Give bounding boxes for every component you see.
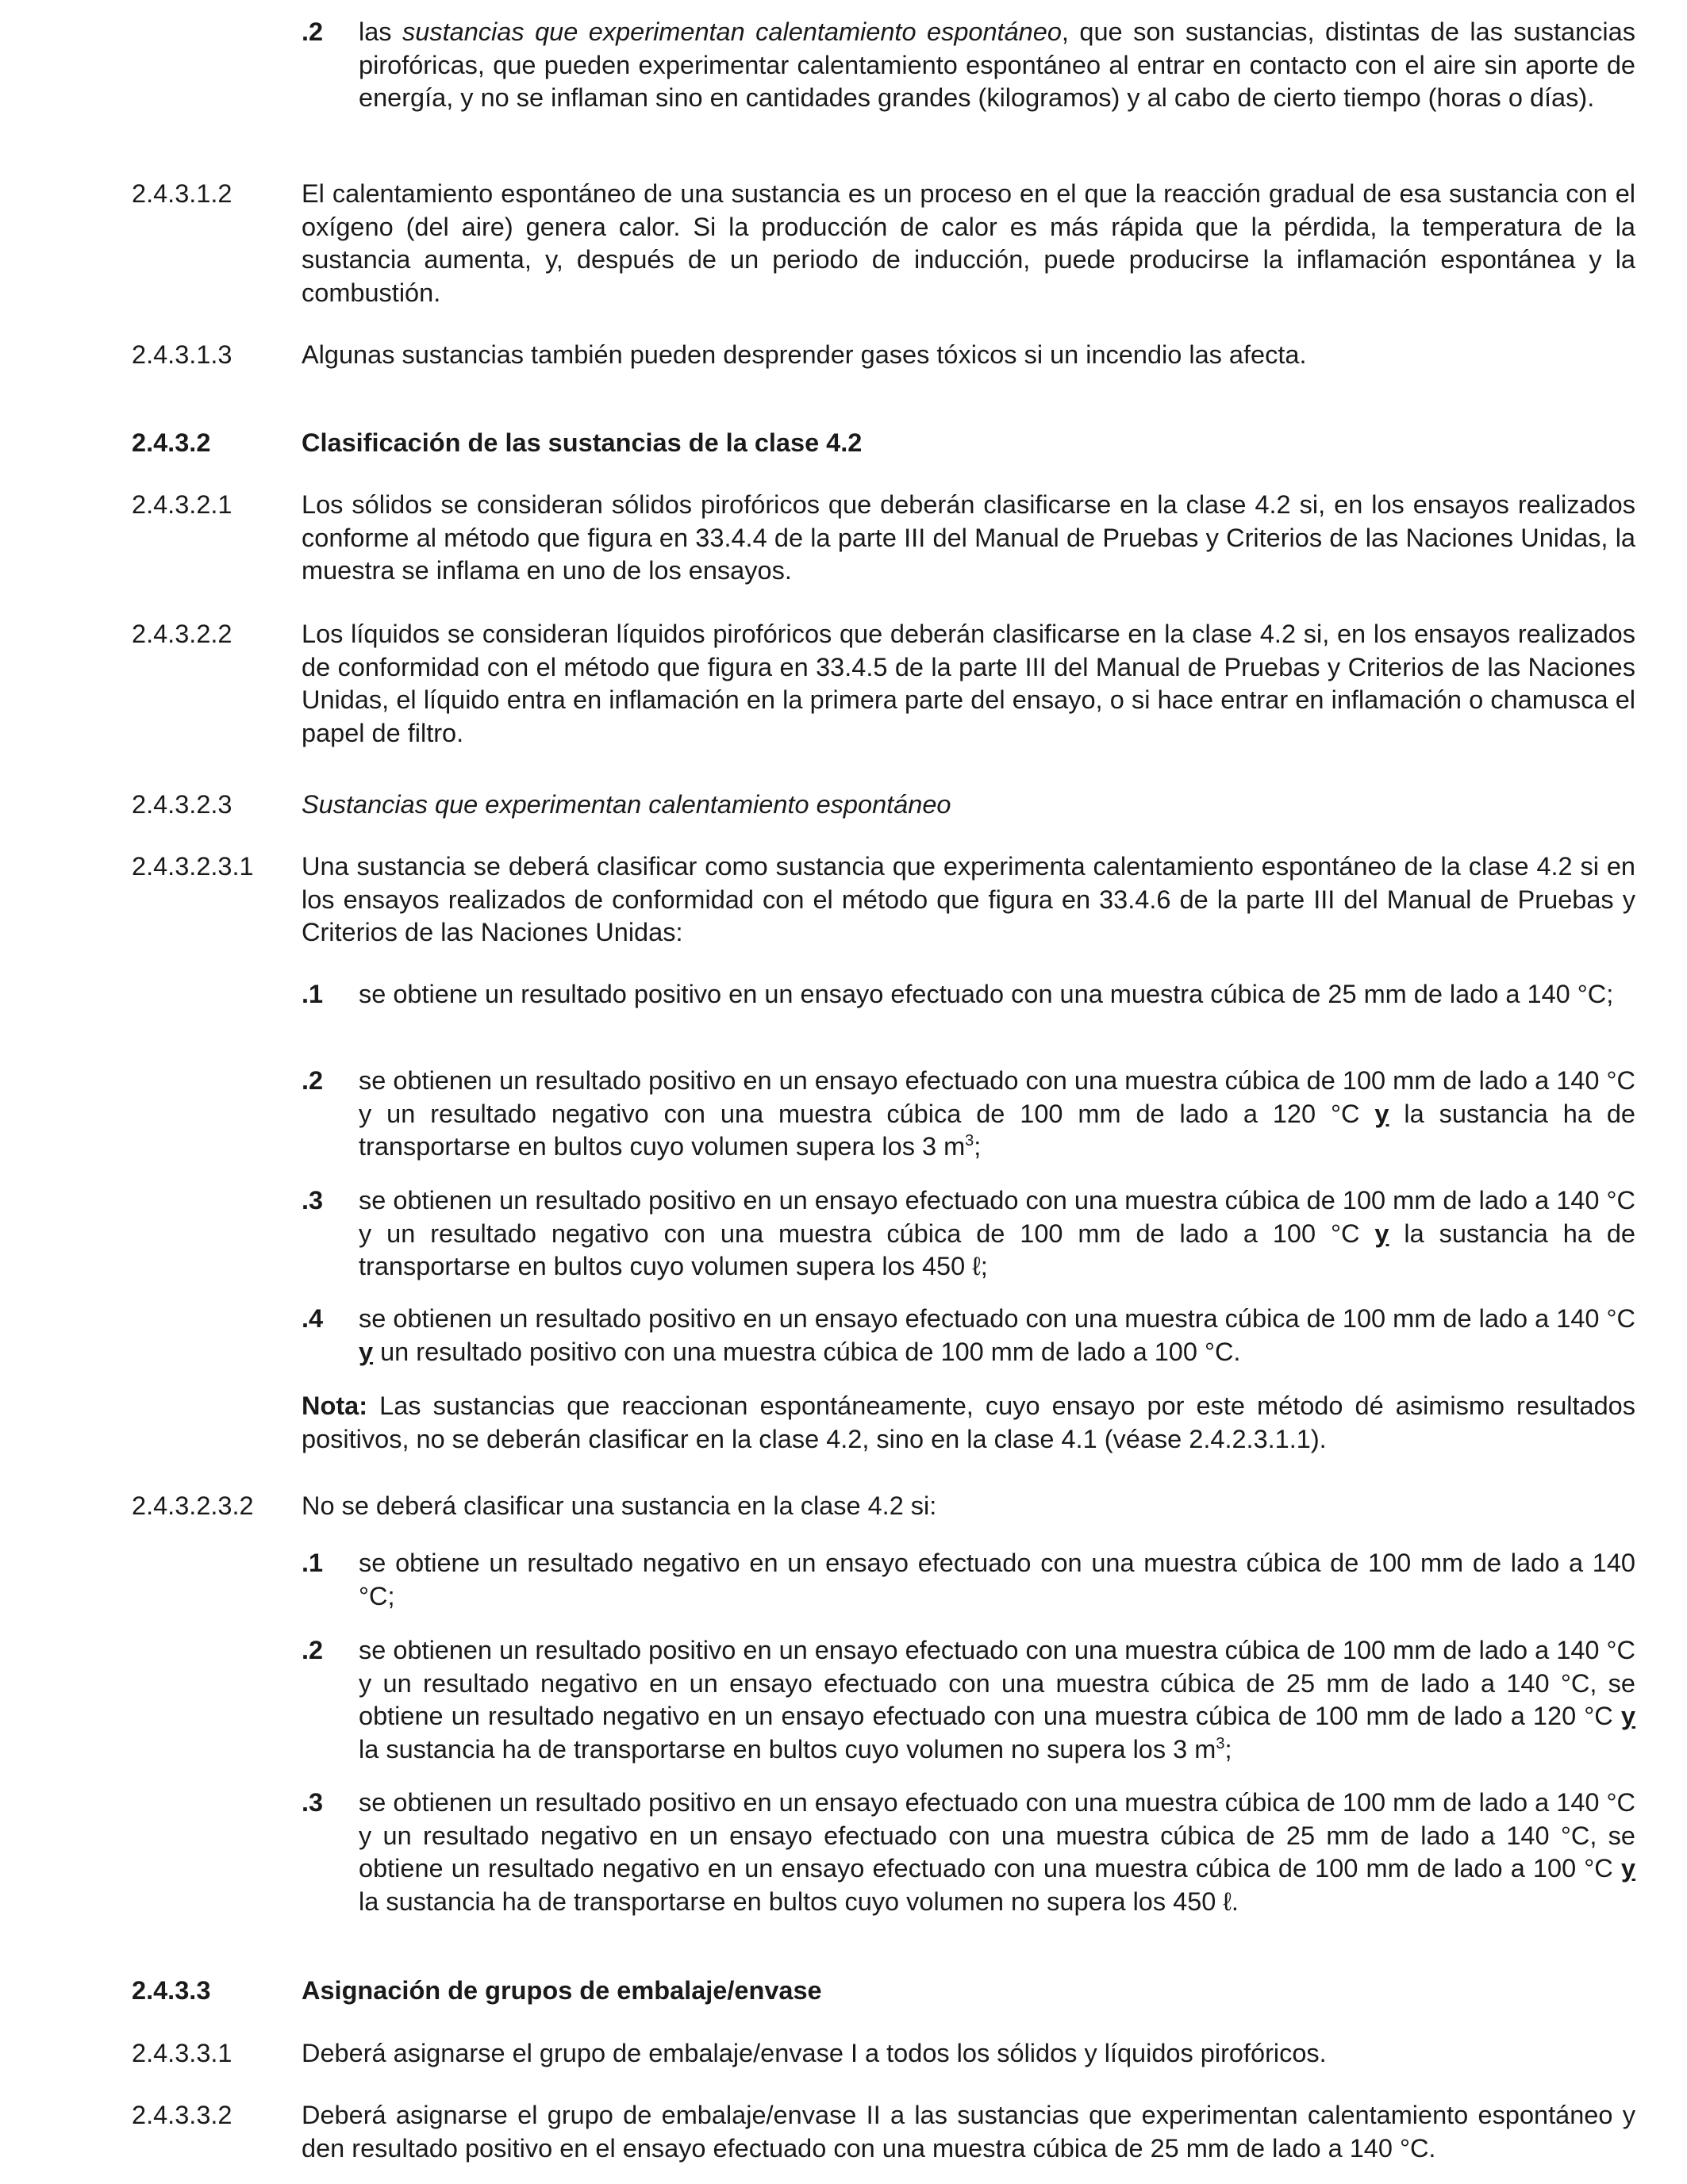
section-number: 2.4.3.3.2 [132,2101,232,2129]
section-text: Algunas sustancias también pueden desprender gases tóxicos si un incendio las afecta. [302,340,1307,369]
emphasis-y: y [1374,1219,1389,1248]
list-item-text: se obtienen un resultado positivo en un ensayo efectuado con una muestra cúbica de 100 mm de lado a 140 °C y un resultado negativo en un ensayo efectuado con una muestra cúbica de 25 mm de lado a 140 °C, se obtiene un resultado negativo en un ensayo efectuado con una muestra cúbica de 100 mm de lado a 120 °C y la sustancia ha de transportarse en bultos cuyo volumen no supera los 3 $m^3$; [359,1636,1635,1764]
section-text: No se deberá clasificar una sustancia en la clase 4.2 si: [302,1491,937,1520]
section-number: 2.4.3.2.2 [132,620,232,648]
superscript: 3 [1216,1734,1225,1752]
list-item-number: .1 [302,1549,324,1577]
section-number: 2.4.3.2.1 [132,490,232,519]
section-text: Deberá asignarse el grupo de embalaje/envase I a todos los sólidos y líquidos pirofóricos. [302,2039,1327,2067]
list-item-number: .2 [302,17,324,46]
section-number: 2.4.3.2.3 [132,790,232,819]
list-item-text: se obtienen un resultado positivo en un ensayo efectuado con una muestra cúbica de 100 mm de lado a 140 °C y un resultado negativo con una muestra cúbica de 100 mm de lado a 100 °C y la sustancia ha de transportarse en bultos cuyo volumen supera los 450 ℓ; [359,1186,1635,1280]
list-item-number: .3 [302,1788,324,1817]
section-text: Una sustancia se deberá clasificar como sustancia que experimenta calentamiento espontáneo de la clase 4.2 si en los ensayos realizados de conformidad con el método que figura en 33.4.6 de la parte III del Manual de Pruebas y Criterios de las Naciones Unidas: [302,852,1635,946]
emphasis-y: y [359,1337,374,1366]
section-heading: Asignación de grupos de embalaje/envase [302,1976,822,2005]
list-item-text: se obtiene un resultado positivo en un ensayo efectuado con una muestra cúbica de 25 mm de lado a 140 °C; [359,980,1614,1008]
note-text: Las sustancias que reaccionan espontáneamente, cuyo ensayo por este método dé asimismo resultados positivos, no se deberán clasificar en la clase 4.2, sino en la clase 4.1 (véase 2.4.2.3.1.1). [302,1391,1635,1453]
section-text: Deberá asignarse el grupo de embalaje/envase II a las sustancias que experimentan calentamiento espontáneo y den resultado positivo en el ensayo efectuado con una muestra cúbica de 25 mm de lado a 140 °C. [302,2101,1635,2163]
section-number: 2.4.3.2.3.2 [132,1491,254,1520]
list-item-text: se obtiene un resultado negativo en un ensayo efectuado con una muestra cúbica de 100 mm de lado a 140 °C; [359,1549,1635,1610]
section-text: El calentamiento espontáneo de una sustancia es un proceso en el que la reacción gradual de esa sustancia con el oxígeno (del aire) genera calor. Si la producción de calor es más rápida que la pérdida, la temperatura de la sustancia aumenta, y, después de un periodo de inducción, puede producirse la inflamación espontánea y la combustión. [302,179,1635,307]
emphasis-y: y [1620,1854,1635,1883]
term-italic: sustancias que experimentan calentamiento espontáneo [402,17,1062,46]
section-heading: Clasificación de las sustancias de la clase 4.2 [302,428,863,457]
emphasis-y: y [1374,1099,1389,1128]
section-number: 2.4.3.2.3.1 [132,852,254,881]
emphasis-y: y [1620,1702,1635,1730]
list-item-number: .1 [302,980,324,1008]
section-number: 2.4.3.3 [132,1976,211,2005]
note-label: Nota: [302,1391,368,1420]
list-item-number: .4 [302,1304,324,1333]
list-item-text: se obtienen un resultado positivo en un ensayo efectuado con una muestra cúbica de 100 mm de lado a 140 °C y un resultado negativo con una muestra cúbica de 100 mm de lado a 120 °C y la sustancia ha de transportarse en bultos cuyo volumen supera los 3 $m^3$; [359,1066,1635,1161]
superscript: 3 [965,1132,974,1150]
list-item-text: las sustancias que experimentan calentamiento espontáneo, que son sustancias, distintas de las sustancias pirofóricas, que pueden experimentar calentamiento espontáneo al entrar en contacto con el aire sin aporte de energía, y no se inflaman sino en cantidades grandes (kilogramos) y al cabo de cierto tiempo (horas o días). [359,17,1635,112]
section-number: 2.4.3.1.2 [132,179,232,208]
list-item-number: .2 [302,1636,324,1664]
note-block [302,1390,1635,1456]
list-item-number: .2 [302,1066,324,1095]
section-text: Los líquidos se consideran líquidos pirofóricos que deberán clasificarse en la clase 4.2 si, en los ensayos realizados de conformidad con el método que figura en 33.4.5 de la parte III del Manual de Pruebas y Criterios de las Naciones Unidas, el líquido entra en inflamación en la primera parte del ensayo, o si hace entrar en inflamación o chamusca el papel de filtro. [302,620,1635,747]
section-number: 2.4.3.1.3 [132,340,232,369]
list-item-text: se obtienen un resultado positivo en un ensayo efectuado con una muestra cúbica de 100 mm de lado a 140 °C y un resultado positivo con una muestra cúbica de 100 mm de lado a 100 °C. [359,1304,1635,1366]
list-item-text: se obtienen un resultado positivo en un ensayo efectuado con una muestra cúbica de 100 mm de lado a 140 °C y un resultado negativo en un ensayo efectuado con una muestra cúbica de 25 mm de lado a 140 °C, se obtiene un resultado negativo en un ensayo efectuado con una muestra cúbica de 100 mm de lado a 100 °C y la sustancia ha de transportarse en bultos cuyo volumen no supera los 450 ℓ. [359,1788,1635,1916]
section-number: 2.4.3.3.1 [132,2039,232,2067]
section-heading: Sustancias que experimentan calentamiento espontáneo [302,790,951,819]
section-number: 2.4.3.2 [132,428,211,457]
section-text: Los sólidos se consideran sólidos pirofóricos que deberán clasificarse en la clase 4.2 si, en los ensayos realizados conforme al método que figura en 33.4.4 de la parte III del Manual de Pruebas y Criterios de las Naciones Unidas, la muestra se inflama en uno de los ensayos. [302,490,1635,585]
list-item-number: .3 [302,1186,324,1215]
